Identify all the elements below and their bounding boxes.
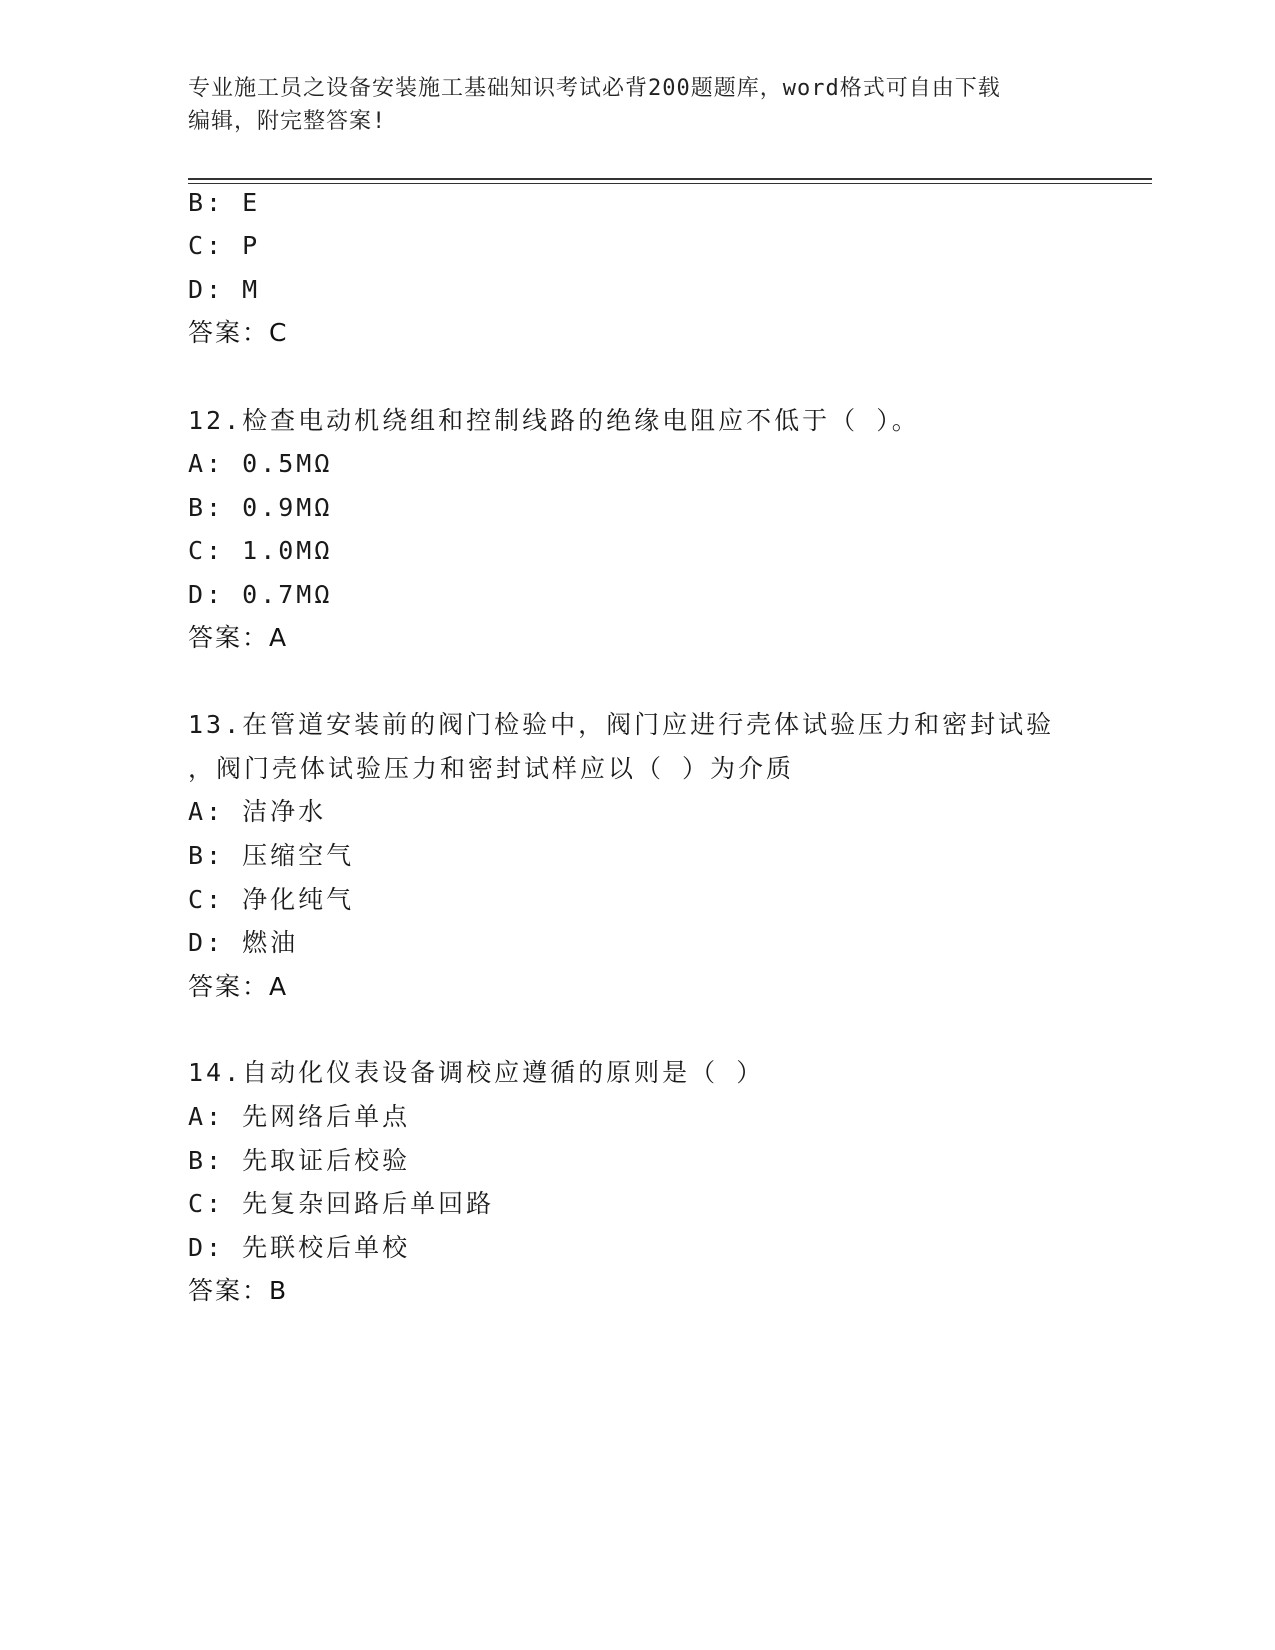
q12-option-d: D: 0.7MΩ [188, 580, 333, 609]
header-divider [188, 178, 1152, 184]
q13-option-b: B: 压缩空气 [188, 841, 355, 870]
header-title-line-2: 编辑，附完整答案! [188, 109, 387, 134]
q13-question-line-2: ，阀门壳体试验压力和密封试样应以（ ）为介质 [188, 754, 795, 783]
q12-option-a: A: 0.5MΩ [188, 449, 333, 478]
q14-option-a: A: 先网络后单点 [188, 1102, 411, 1131]
q13-option-d: D: 燃油 [188, 928, 299, 957]
q12-question: 12.检查电动机绕组和控制线路的绝缘电阻应不低于（ ）。 [188, 406, 920, 435]
q12-option-c: C: 1.0MΩ [188, 536, 333, 565]
q14-option-d: D: 先联校后单校 [188, 1233, 411, 1262]
q13-question-line-1: 13.在管道安装前的阀门检验中，阀门应进行壳体试验压力和密封试验 [188, 710, 1055, 739]
q11-option-c: C: P [188, 231, 261, 260]
document-header [188, 72, 1088, 138]
q14-option-b: B: 先取证后校验 [188, 1146, 411, 1175]
q11-answer: 答案：C [188, 318, 289, 347]
header-title-line-1: 专业施工员之设备安装施工基础知识考试必背200题题库，word格式可自由下载 [188, 76, 1001, 101]
q11-option-d: D: M [188, 275, 261, 304]
q14-answer: 答案：B [188, 1276, 289, 1305]
q11-option-b: B: E [188, 188, 261, 217]
q13-option-c: C: 净化纯气 [188, 885, 355, 914]
q14-option-c: C: 先复杂回路后单回路 [188, 1189, 495, 1218]
q14-question: 14.自动化仪表设备调校应遵循的原则是（ ） [188, 1058, 765, 1087]
q13-option-a: A: 洁净水 [188, 797, 327, 826]
q12-option-b: B: 0.9MΩ [188, 493, 333, 522]
q12-answer: 答案：A [188, 623, 289, 652]
q13-answer: 答案：A [188, 972, 289, 1001]
